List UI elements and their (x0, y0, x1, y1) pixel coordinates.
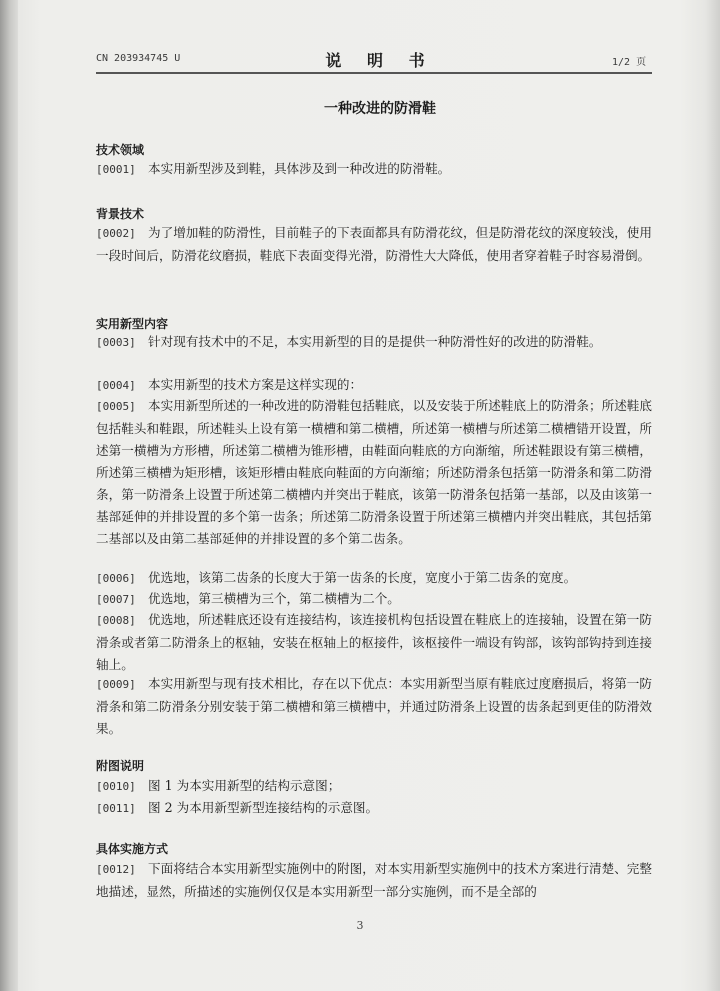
paragraph-0008 (96, 609, 652, 676)
paragraph-0010 (96, 775, 652, 798)
paragraph-0004 (96, 374, 652, 397)
document-title: 一种改进的防滑鞋 (324, 101, 436, 117)
paragraph-text: 优选地，所述鞋底还设有连接结构，该连接机构包括设置在鞋底上的连接轴，设置在第一防滑条或者第二防滑条上的枢轴，安装在枢轴上的枢接件，该枢接件一端设有钩部，该钩部钩持到连接轴上。 (96, 612, 652, 672)
paragraph-text: 本实用新型涉及到鞋，具体涉及到一种改进的防滑鞋。 (148, 161, 451, 176)
paragraph-number: [0001] (96, 163, 136, 176)
paragraph-0005 (96, 395, 652, 550)
patent-number: CN 203934745 U (96, 53, 181, 64)
paragraph-text: 优选地，该第二齿条的长度大于第一齿条的长度，宽度小于第二齿条的宽度。 (148, 570, 577, 585)
paragraph-0003 (96, 331, 652, 354)
paragraph-number: [0007] (96, 593, 136, 606)
paragraph-0011 (96, 797, 652, 820)
paragraph-0002 (96, 222, 652, 267)
paragraph-0012 (96, 858, 652, 903)
paragraph-text: 图 1 为本实用新型的结构示意图； (148, 778, 341, 793)
paragraph-text: 本实用新型所述的一种改进的防滑鞋包括鞋底，以及安装于所述鞋底上的防滑条；所述鞋底包括鞋头和鞋跟，所述鞋头上设有第一横槽和第二横槽，所述第一横槽与所述第二横槽错开设置，所述第一横槽为方形槽，所述第二横槽为锥形槽，由鞋面向鞋底的方向渐缩，所述鞋跟设有第三横槽，所述第三横槽为矩形槽，该矩形槽由鞋底向鞋面的方向渐缩；所述防滑条包括第一防滑条和第二防滑条，第一防滑条上设置于所述第二横槽内并突出于鞋底，该第一防滑条包括第一基部，以及由该第一基部延伸的并排设置的多个第一齿条；所述第二防滑条设置于所述第三横槽内并突出鞋底，其包括第二基部以及由第二基部延伸的并排设置的多个第二齿条。 (96, 398, 652, 546)
paragraph-text: 下面将结合本实用新型实施例中的附图，对本实用新型实施例中的技术方案进行清楚、完整地描述，显然，所描述的实施例仅仅是本实用新型一部分实施例，而不是全部的 (96, 861, 652, 899)
paragraph-number: [0008] (96, 614, 136, 627)
paragraph-0009 (96, 673, 652, 740)
paragraph-text: 图 2 为本用新型新型连接结构的示意图。 (148, 800, 379, 815)
paragraph-text: 针对现有技术中的不足，本实用新型的目的是提供一种防滑性好的改进的防滑鞋。 (148, 334, 602, 349)
paragraph-text: 本实用新型的技术方案是这样实现的： (148, 377, 363, 392)
section-heading-summary: 实用新型内容 (96, 317, 169, 331)
paragraph-number: [0003] (96, 336, 136, 349)
section-heading-drawings: 附图说明 (96, 759, 145, 773)
paragraph-number: [0012] (96, 863, 136, 876)
section-heading-embodiments: 具体实施方式 (96, 842, 169, 856)
header-rule (96, 72, 652, 74)
paragraph-number: [0011] (96, 802, 136, 815)
paragraph-number: [0005] (96, 400, 136, 413)
section-heading-background: 背景技术 (96, 207, 145, 221)
paragraph-text: 为了增加鞋的防滑性，目前鞋子的下表面都具有防滑花纹，但是防滑花纹的深度较浅，使用一段时间后，防滑花纹磨损，鞋底下表面变得光滑，防滑性大大降低，使用者穿着鞋子时容易滑倒。 (96, 225, 652, 263)
paragraph-number: [0002] (96, 227, 136, 240)
paragraph-0007 (96, 588, 652, 611)
document-type: 说 明 书 (325, 51, 435, 70)
page-number: 3 (356, 919, 364, 932)
paragraph-text: 优选地，第三横槽为三个，第二横槽为二个。 (148, 591, 400, 606)
paragraph-0006 (96, 567, 652, 590)
paragraph-0001 (96, 158, 652, 181)
paragraph-number: [0004] (96, 379, 136, 392)
paragraph-number: [0009] (96, 678, 136, 691)
paragraph-text: 本实用新型与现有技术相比，存在以下优点：本实用新型当原有鞋底过度磨损后，将第一防滑条和第二防滑条分别安装于第二横槽和第三横槽中，并通过防滑条上设置的齿条起到更佳的防滑效果。 (96, 676, 652, 736)
page-label: 1/2 页 (612, 57, 647, 68)
paragraph-number: [0006] (96, 572, 136, 585)
section-heading-tech-field: 技术领域 (96, 143, 145, 157)
binding-edge-shadow (0, 0, 18, 991)
paragraph-number: [0010] (96, 780, 136, 793)
